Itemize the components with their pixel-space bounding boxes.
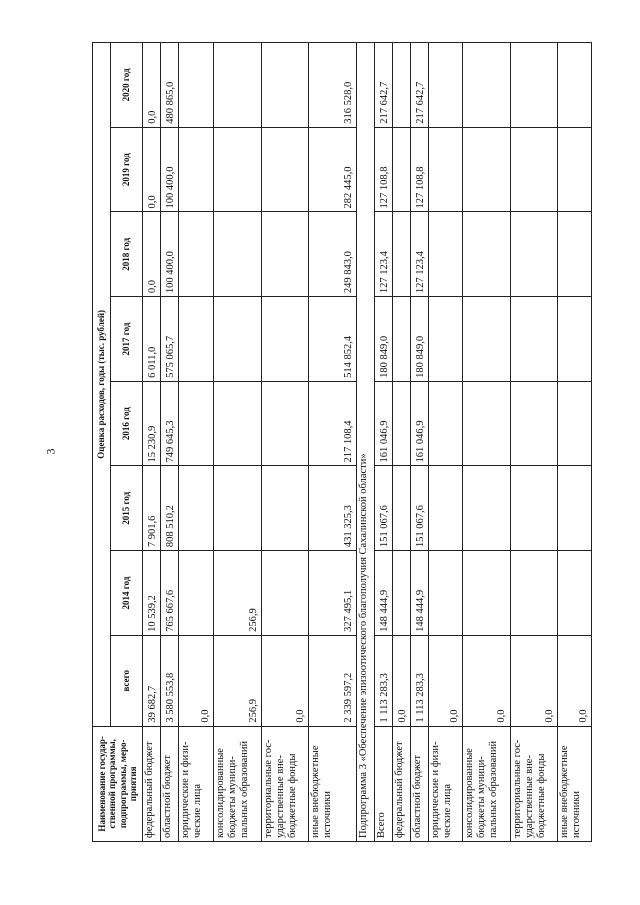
row-total: 3 580 553,8: [161, 635, 179, 726]
row-total: 0,0: [392, 635, 410, 726]
row-value: [429, 551, 463, 636]
row-value: [214, 127, 262, 212]
row-value: 151 067,6: [374, 466, 392, 551]
row-total: 0,0: [463, 635, 511, 726]
row-value: 217 642,7: [411, 43, 429, 128]
row-value: [510, 127, 558, 212]
row-value: [463, 381, 511, 466]
row-total: 256,9: [214, 635, 262, 726]
row-value: [261, 466, 309, 551]
row-value: 148 444,9: [411, 551, 429, 636]
main-rows: [143, 43, 357, 842]
row-value: [179, 297, 214, 382]
row-value: [463, 127, 511, 212]
row-name: федеральный бюджет: [143, 726, 161, 841]
table-row: [179, 43, 214, 842]
row-value: [214, 466, 262, 551]
row-value: 161 046,9: [411, 381, 429, 466]
row-value: 127 123,4: [411, 212, 429, 297]
header-year: 2020 год: [111, 43, 143, 128]
row-value: 6 011,0: [143, 297, 161, 382]
table-row: [392, 43, 410, 842]
row-total: 0,0: [261, 635, 309, 726]
row-value: [429, 212, 463, 297]
row-value: 749 645,3: [161, 381, 179, 466]
row-value: [463, 466, 511, 551]
row-value: [261, 43, 309, 128]
row-value: [510, 297, 558, 382]
row-total: 1 113 283,3: [411, 635, 429, 726]
row-value: [558, 297, 592, 382]
row-name: юридические и физи-ческие лица: [179, 726, 214, 841]
row-value: [429, 381, 463, 466]
row-value: [392, 466, 410, 551]
rotated-table-area: [92, 42, 592, 842]
row-name: консолидированные бюджеты муници-пальных образований: [463, 726, 511, 841]
row-value: [463, 551, 511, 636]
row-value: [261, 127, 309, 212]
row-value: [179, 43, 214, 128]
table-row: [510, 43, 558, 842]
row-value: 10 539,2: [143, 551, 161, 636]
header-year: 2017 год: [111, 297, 143, 382]
row-total: 0,0: [179, 635, 214, 726]
row-value: 316 528,0: [309, 43, 357, 128]
table-row: [143, 43, 161, 842]
table-row: [309, 43, 357, 842]
row-name: юридические и физи-ческие лица: [429, 726, 463, 841]
row-value: [429, 43, 463, 128]
row-value: 127 108,8: [411, 127, 429, 212]
row-value: [558, 381, 592, 466]
table-row: [558, 43, 592, 842]
row-value: [179, 212, 214, 297]
row-value: [429, 127, 463, 212]
row-value: 431 325,3: [309, 466, 357, 551]
table-row: [374, 43, 392, 842]
row-value: 100 400,0: [161, 127, 179, 212]
row-value: [463, 212, 511, 297]
table-row: [261, 43, 309, 842]
row-value: [261, 551, 309, 636]
row-total: 1 113 283,3: [374, 635, 392, 726]
row-value: 217 108,4: [309, 381, 357, 466]
row-name: территориальные гос-ударственные вне-бюджетные фонды: [510, 726, 558, 841]
header-year: 2018 год: [111, 212, 143, 297]
row-value: 0,0: [143, 127, 161, 212]
row-value: 765 667,6: [161, 551, 179, 636]
row-value: 148 444,9: [374, 551, 392, 636]
table-wrapper: [92, 42, 592, 842]
table-row: [429, 43, 463, 842]
row-value: 575 065,7: [161, 297, 179, 382]
row-value: [392, 551, 410, 636]
row-total: 0,0: [510, 635, 558, 726]
header-year: 2016 год: [111, 381, 143, 466]
header-total: всего: [111, 635, 143, 726]
row-value: [261, 381, 309, 466]
row-value: [214, 212, 262, 297]
row-value: [510, 212, 558, 297]
row-value: 327 495,1: [309, 551, 357, 636]
row-value: [558, 43, 592, 128]
subprogram-title: Подпрограмма 3 «Обеспечение эпизоотического благополучия Сахалинской области»: [356, 43, 374, 842]
row-value: [214, 43, 262, 128]
row-total: 39 682,7: [143, 635, 161, 726]
row-value: 808 510,2: [161, 466, 179, 551]
row-value: [558, 127, 592, 212]
row-value: [510, 381, 558, 466]
row-name: областной бюджет: [161, 726, 179, 841]
row-value: 0,0: [143, 43, 161, 128]
row-value: [558, 551, 592, 636]
header-year: 2014 год: [111, 551, 143, 636]
row-value: [261, 297, 309, 382]
row-value: 249 843,0: [309, 212, 357, 297]
row-value: 180 849,0: [374, 297, 392, 382]
row-value: [558, 212, 592, 297]
header-year: 2015 год: [111, 466, 143, 551]
row-name: областной бюджет: [411, 726, 429, 841]
row-total: 0,0: [558, 635, 592, 726]
row-value: [392, 297, 410, 382]
page-number: 3: [43, 448, 58, 455]
row-value: 127 123,4: [374, 212, 392, 297]
row-total: 0,0: [429, 635, 463, 726]
row-value: [429, 297, 463, 382]
table-row: [214, 43, 262, 842]
header-estimate-group: Оценка расходов, годы (тыс. рублей): [93, 43, 111, 727]
row-value: 0,0: [143, 212, 161, 297]
row-value: [214, 381, 262, 466]
row-value: [510, 551, 558, 636]
row-value: [392, 127, 410, 212]
row-value: [214, 297, 262, 382]
row-value: 217 642,7: [374, 43, 392, 128]
row-value: [510, 43, 558, 128]
row-name: федеральный бюджет: [392, 726, 410, 841]
row-value: 15 230,9: [143, 381, 161, 466]
row-value: [429, 466, 463, 551]
row-value: 256,9: [214, 551, 262, 636]
row-value: [179, 381, 214, 466]
row-name: иные внебюджетные источники: [309, 726, 357, 841]
row-value: 127 108,8: [374, 127, 392, 212]
row-value: [463, 43, 511, 128]
row-value: 514 852,4: [309, 297, 357, 382]
row-name: иные внебюджетные источники: [558, 726, 592, 841]
row-value: [179, 551, 214, 636]
row-value: 161 046,9: [374, 381, 392, 466]
header-year: 2019 год: [111, 127, 143, 212]
row-name: Всего: [374, 726, 392, 841]
row-value: [179, 127, 214, 212]
row-value: [261, 212, 309, 297]
row-value: 100 400,0: [161, 212, 179, 297]
row-value: [510, 466, 558, 551]
row-value: 480 865,0: [161, 43, 179, 128]
row-value: 7 901,6: [143, 466, 161, 551]
table-row: [161, 43, 179, 842]
budget-table: [92, 42, 592, 842]
row-name: консолидированные бюджеты муници-пальных образований: [214, 726, 262, 841]
header-name: Наименование государ-ственной программы, подпрограммы, меро-приятия: [93, 726, 143, 841]
row-value: [558, 466, 592, 551]
row-value: [392, 212, 410, 297]
row-value: [463, 297, 511, 382]
row-value: [392, 43, 410, 128]
row-value: 180 849,0: [411, 297, 429, 382]
row-value: [392, 381, 410, 466]
table-row: [463, 43, 511, 842]
row-value: [179, 466, 214, 551]
subprogram-rows: [374, 43, 591, 842]
subprogram-section: [356, 43, 374, 842]
row-name: территориальные гос-ударственные вне-бюджетные фонды: [261, 726, 309, 841]
table-row: [411, 43, 429, 842]
row-value: 151 067,6: [411, 466, 429, 551]
row-value: 282 445,0: [309, 127, 357, 212]
row-total: 2 339 597,2: [309, 635, 357, 726]
